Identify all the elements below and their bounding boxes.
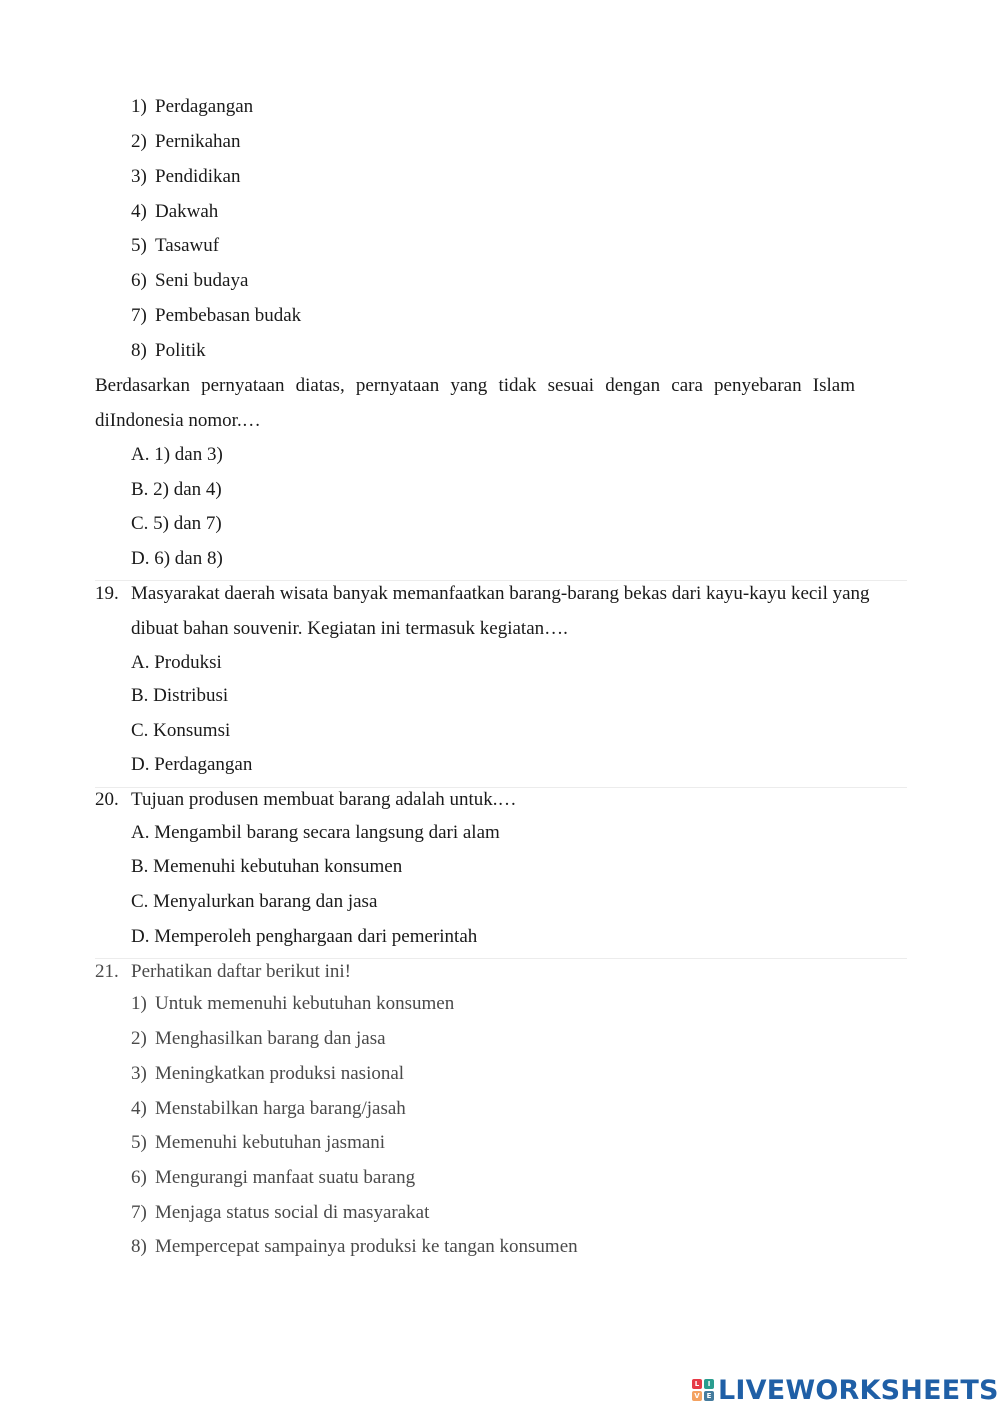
- answer-option[interactable]: D. Memperoleh penghargaan dari pemerintah: [131, 926, 478, 947]
- logo-mark-tile: E: [704, 1391, 714, 1401]
- answer-option[interactable]: A. Produksi: [131, 652, 222, 673]
- answer-option[interactable]: D. Perdagangan: [131, 754, 253, 775]
- divider: [95, 580, 907, 581]
- list-item: 1) Perdagangan: [131, 96, 254, 117]
- q20-question: Tujuan produsen membuat barang adalah untuk.…: [131, 789, 517, 810]
- list-item: 6) Mengurangi manfaat suatu barang: [131, 1167, 416, 1188]
- list-item: 5) Memenuhi kebutuhan jasmani: [131, 1132, 386, 1153]
- list-item: 2) Pernikahan: [131, 131, 241, 152]
- list-item: 3) Meningkatkan produksi nasional: [131, 1063, 405, 1084]
- liveworksheets-logo[interactable]: [692, 1374, 999, 1406]
- list-item: 7) Menjaga status social di masyarakat: [131, 1202, 430, 1223]
- question-number: 19.: [95, 583, 119, 604]
- list-item: 2) Menghasilkan barang dan jasa: [131, 1028, 386, 1049]
- logo-mark-tile: I: [704, 1379, 714, 1389]
- q21-question: Perhatikan daftar berikut ini!: [131, 961, 352, 982]
- list-item: 7) Pembebasan budak: [131, 305, 302, 326]
- q18-question: Berdasarkan pernyataan diatas, pernyataan yang tidak sesuai dengan cara penyebaran Islam diIndonesia nomor.…: [95, 375, 855, 431]
- list-item: 4) Menstabilkan harga barang/jasah: [131, 1098, 406, 1119]
- answer-option[interactable]: A. Mengambil barang secara langsung dari alam: [131, 822, 500, 843]
- logo-mark-tile: V: [692, 1391, 702, 1401]
- question-number: 20.: [95, 789, 119, 810]
- list-item: 4) Dakwah: [131, 201, 219, 222]
- logo-wordmark: LIVEWORKSHEETS: [718, 1374, 999, 1406]
- liveworksheets-logo-icon: [692, 1379, 714, 1401]
- answer-option[interactable]: B. 2) dan 4): [131, 479, 222, 500]
- list-item: 1) Untuk memenuhi kebutuhan konsumen: [131, 993, 455, 1014]
- answer-option[interactable]: B. Memenuhi kebutuhan konsumen: [131, 856, 403, 877]
- divider: [95, 958, 907, 959]
- q19-question-line2: dibuat bahan souvenir. Kegiatan ini termasuk kegiatan….: [131, 618, 568, 639]
- logo-mark-tile: L: [692, 1379, 702, 1389]
- list-item: 6) Seni budaya: [131, 270, 249, 291]
- list-item: 5) Tasawuf: [131, 235, 220, 256]
- list-item: 8) Politik: [131, 340, 206, 361]
- q19-question-line1: Masyarakat daerah wisata banyak memanfaatkan barang-barang bekas dari kayu-kayu kecil yang: [131, 583, 870, 604]
- list-item: 3) Pendidikan: [131, 166, 241, 187]
- answer-option[interactable]: C. 5) dan 7): [131, 513, 222, 534]
- answer-option[interactable]: A. 1) dan 3): [131, 444, 223, 465]
- list-item: 8) Mempercepat sampainya produksi ke tangan konsumen: [131, 1236, 578, 1257]
- answer-option[interactable]: C. Konsumsi: [131, 720, 231, 741]
- answer-option[interactable]: D. 6) dan 8): [131, 548, 223, 569]
- question-number: 21.: [95, 961, 119, 982]
- answer-option[interactable]: B. Distribusi: [131, 685, 229, 706]
- answer-option[interactable]: C. Menyalurkan barang dan jasa: [131, 891, 378, 912]
